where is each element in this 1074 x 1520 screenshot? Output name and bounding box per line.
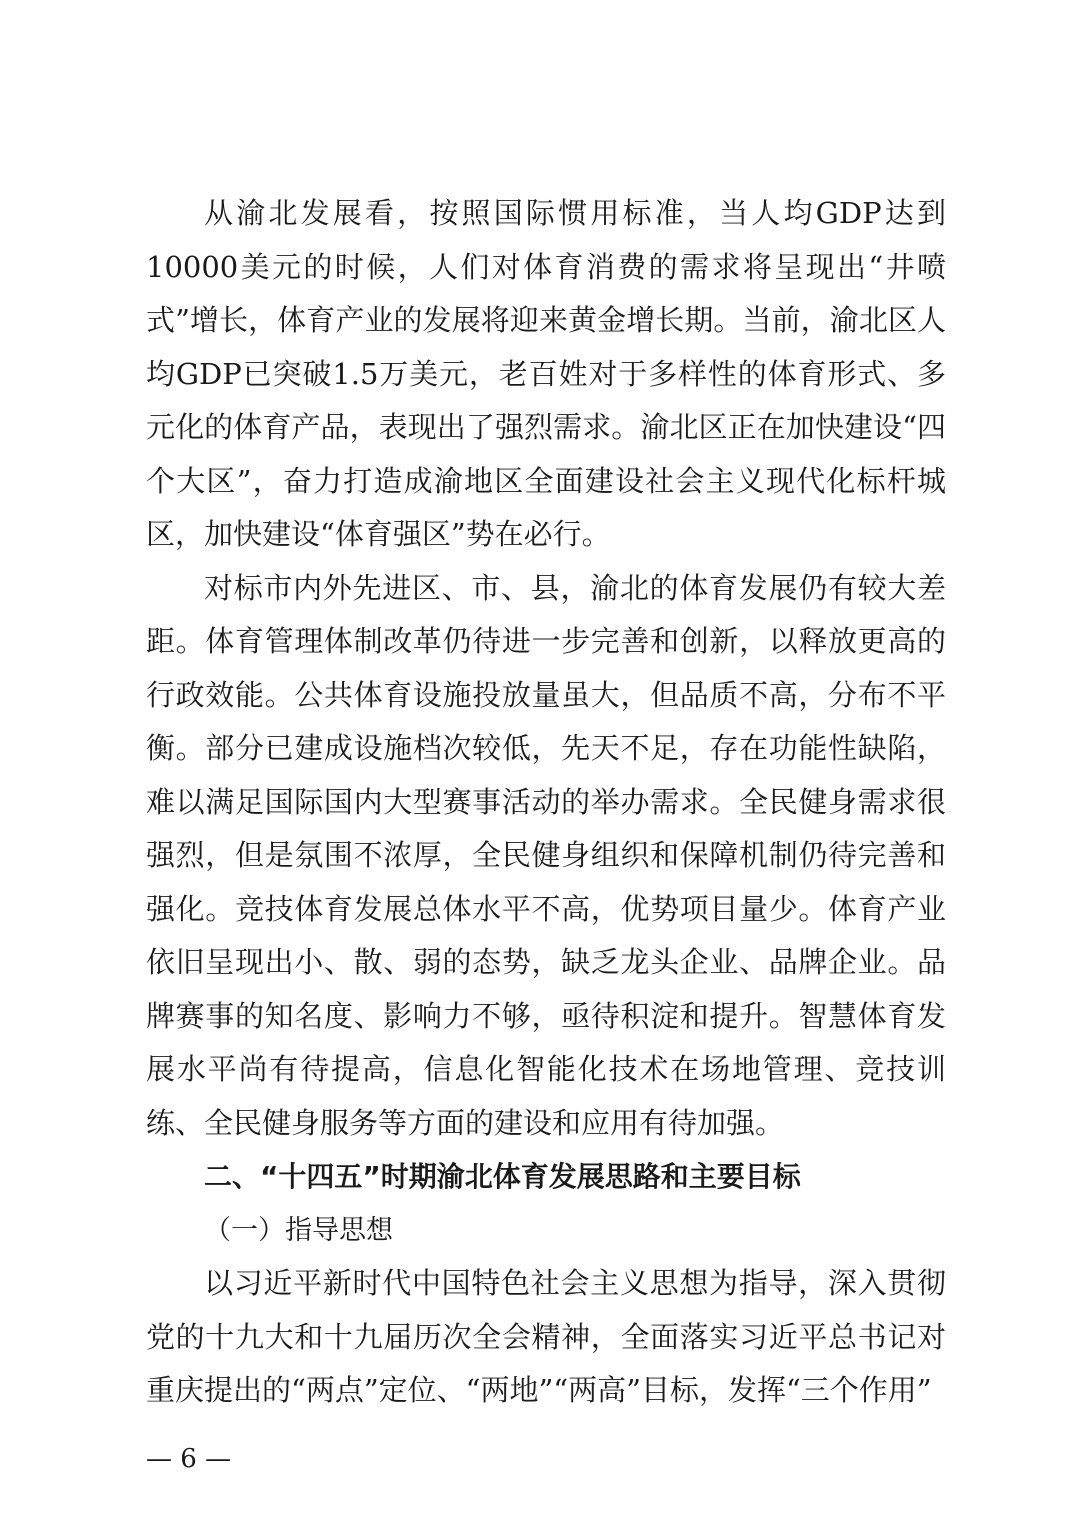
page-number: — 6 —: [146, 1444, 232, 1474]
document-body: [146, 187, 946, 1418]
paragraph-gap-analysis: 对标市内外先进区、市、县，渝北的体育发展仍有较大差距。体育管理体制改革仍待进一步完善和创新，以释放更高的行政效能。公共体育设施投放量虽大，但品质不高，分布不平衡。部分已建成设施档次较低，先天不足，存在功能性缺陷，难以满足国际国内大型赛事活动的举办需求。全民健身需求很强烈，但是氛围不浓厚，全民健身组织和保障机制仍待完善和强化。竞技体育发展总体水平不高，优势项目量少。体育产业依旧呈现出小、散、弱的态势，缺乏龙头企业、品牌企业。品牌赛事的知名度、影响力不够，亟待积淀和提升。智慧体育发展水平尚有待提高，信息化智能化技术在场地管理、竞技训练、全民健身服务等方面的建设和应用有待加强。: [146, 570, 946, 1140]
subsection-heading: （一）指导思想: [204, 1214, 393, 1246]
paragraph-guiding-ideology: 以习近平新时代中国特色社会主义思想为指导，深入贯彻党的十九大和十九届历次全会精神，全面落实习近平总书记对重庆提出的“两点”定位、“两地”“两高”目标，发挥“三个作用”: [146, 1266, 946, 1407]
paragraph-development-outlook: 从渝北发展看，按照国际惯用标准，当人均GDP达到10000美元的时候，人们对体育消费的需求将呈现出“井喷式”增长，体育产业的发展将迎来黄金增长期。当前，渝北区人均GDP已突破1.5万美元，老百姓对于多样性的体育形式、多元化的体育产品，表现出了强烈需求。渝北区正在加快建设“四个大区”，奋力打造成渝地区全面建设社会主义现代化标杆城区，加快建设“体育强区”势在必行。: [146, 196, 946, 551]
section-heading: 二、“十四五”时期渝北体育发展思路和主要目标: [204, 1160, 801, 1193]
